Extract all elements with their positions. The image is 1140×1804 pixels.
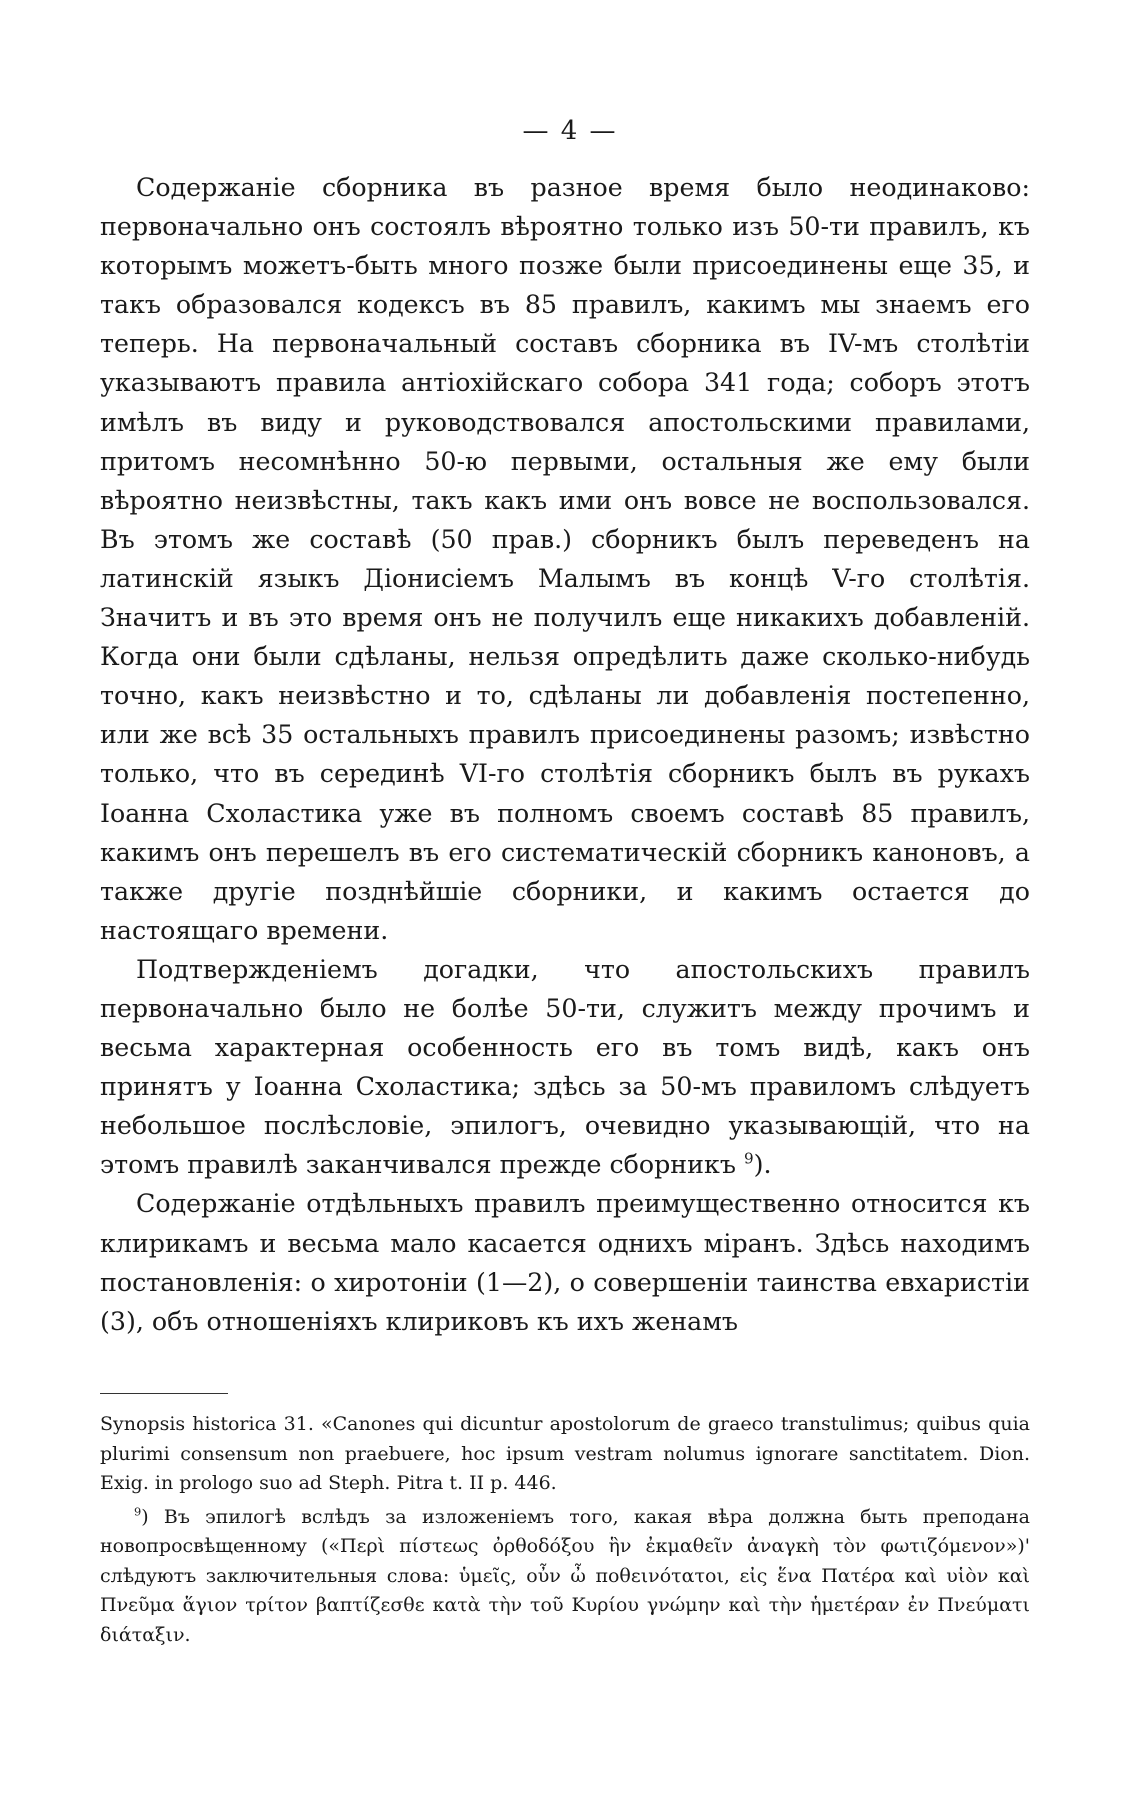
footnotes: [100, 1410, 1030, 1654]
page-number: — 4 —: [522, 116, 618, 146]
paragraph-2-text: Подтвержденіемъ догадки, что апостольскихъ правилъ первоначально было не болѣе 50-ти, служитъ между прочимъ и весьма характерная особенность его въ томъ видѣ, какъ онъ принятъ у Іоанна Схоластика; здѣсь за 50-мъ правиломъ слѣдуетъ небольшое послѣсловіе, эпилогъ, очевидно указывающій, что на этомъ правилѣ заканчивался прежде сборникъ: [100, 954, 1030, 1180]
footnote-9-marker: 9: [134, 1504, 142, 1519]
paragraph-1: Содержаніе сборника въ разное время было неодинаково: первоначально онъ состоялъ вѣроятно только изъ 50-ти правилъ, къ которымъ можетъ-быть много позже были присоединены еще 35, и такъ образовался кодексъ въ 85 правилъ, какимъ мы знаемъ его теперь. На первоначальный составъ сборника въ IV-мъ столѣтіи указываютъ правила антіохійскаго собора 341 года; соборъ этотъ имѣлъ въ виду и руководствовался апостольскими правилами, притомъ несомнѣнно 50-ю первыми, остальныя же ему были вѣроятно неизвѣстны, такъ какъ ими онъ вовсе не воспользовался. Въ этомъ же составѣ (50 прав.) сборникъ былъ переведенъ на латинскій языкъ Діонисіемъ Малымъ въ концѣ V-го столѣтія. Значитъ и въ это время онъ не получилъ еще никакихъ добавленій. Когда они были сдѣланы, нельзя опредѣлить даже сколько-нибудь точно, какъ неизвѣстно и то, сдѣланы ли добавленія постепенно, или же всѣ 35 остальныхъ правилъ присоединены разомъ; извѣстно только, что въ серединѣ VI-го столѣтія сборникъ былъ въ рукахъ Іоанна Схоластика уже въ полномъ своемъ составѣ 85 правилъ, какимъ онъ перешелъ въ его систематическій сборникъ каноновъ, а также другіе позднѣйшіе сборники, и какимъ остается до настоящаго времени.: [100, 173, 1030, 945]
paragraph-3: Содержаніе отдѣльныхъ правилъ преимущественно относится къ клирикамъ и весьма мало касается однихъ міранъ. Здѣсь находимъ постановленія: о хиротоніи (1—2), о совершеніи таинства евхаристіи (3), объ отношеніяхъ клириковъ къ ихъ женамъ: [100, 1189, 1030, 1336]
paragraph-2: [100, 950, 1030, 1185]
footnote-ref-9: 9: [743, 1149, 754, 1168]
main-text: [100, 168, 1030, 1341]
footnote-9-text: ) Въ эпилогѣ вслѣдъ за изложеніемъ того, какая вѣра должна быть преподана новопросвѣщенному («Περὶ πίστεως ὀρθοδόξου ἣν ἐκμαθεῖν ἀναγκὴ τὸν φωτιζόμενον»)' слѣдуютъ заключительныя слова: ὑμεῖς, οὖν ὦ ποθεινότατοι, εἰς ἕνα Πατέρα καὶ υἱὸν καὶ Πνεῦμα ἅγιον τρίτον βαπτίζεσθε κατὰ τὴν τοῦ Κυρίου γνώμην καὶ τὴν ἡμετέραν ἐν Πνεύματι διάταξιν.: [100, 1505, 1030, 1646]
footnote-8: Synopsis historica 31. «Canones qui dicuntur apostolorum de graeco transtulimus; quibus quia plurimi consensum non praebuere, hoc ipsum vestram nolumus ignorare sanctitatem. Dion. Exig. in prologo suo ad Steph. Pitra t. II p. 446.: [100, 1413, 1030, 1494]
footnote-divider: [100, 1393, 228, 1394]
paragraph-2-tail: ).: [753, 1150, 772, 1180]
footnote-9: [100, 1503, 1030, 1651]
